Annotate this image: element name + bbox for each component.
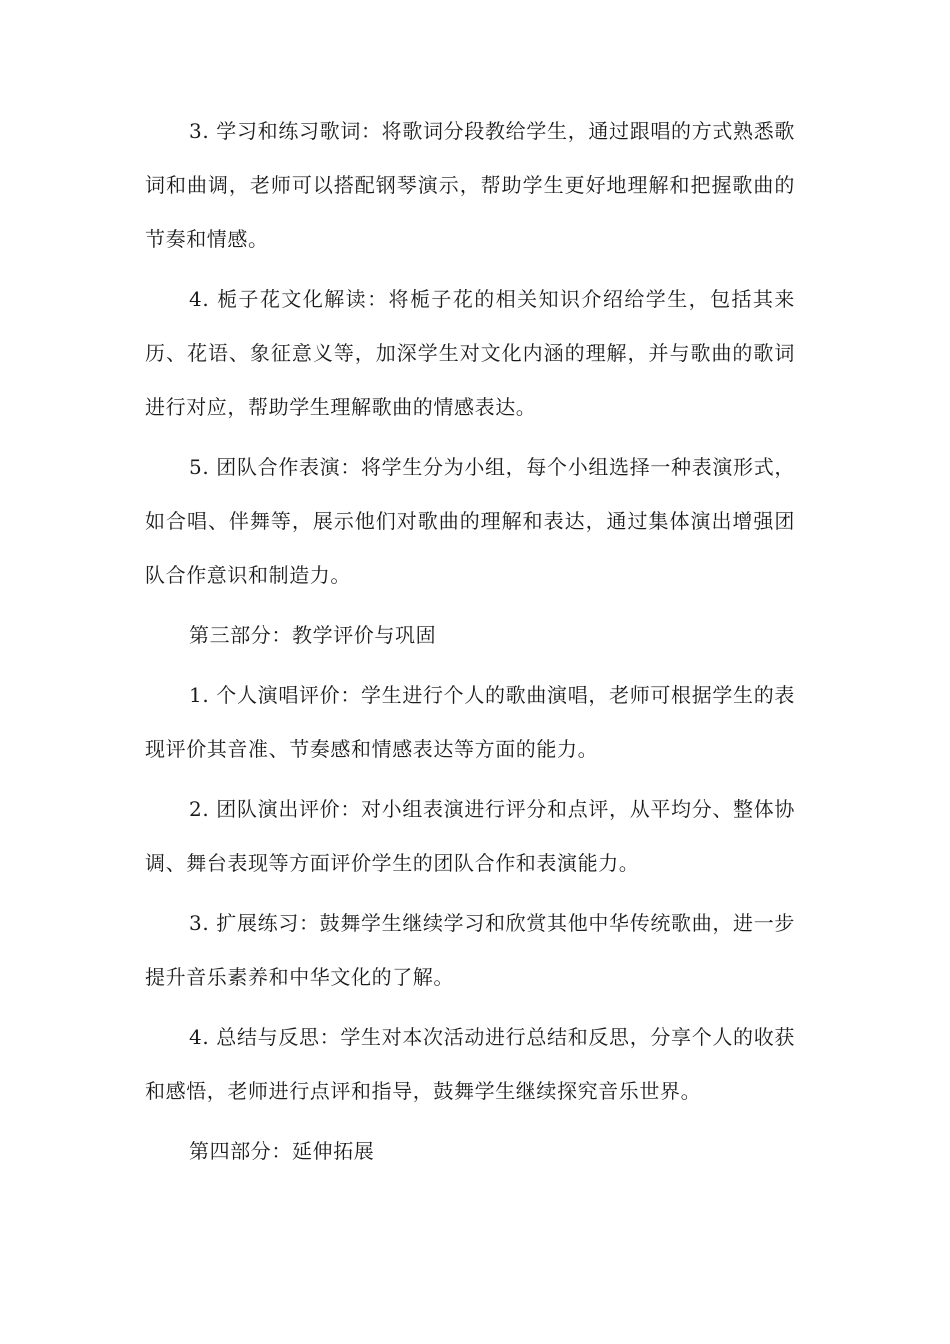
paragraph-summary-reflection: 4. 总结与反思：学生对本次活动进行总结和反思，分享个人的收获和感悟，老师进行点评和指导，鼓舞学生继续探究音乐世界。	[145, 1025, 795, 1103]
paragraph-gardenia-culture: 4. 栀子花文化解读：将栀子花的相关知识介绍给学生，包括其来历、花语、象征意义等，加深学生对文化内涵的理解，并与歌曲的歌词进行对应，帮助学生理解歌曲的情感表达。	[145, 287, 795, 419]
section-heading-part-three: 第三部分：教学评价与巩固	[189, 623, 437, 647]
paragraph-extended-practice: 3. 扩展练习：鼓舞学生继续学习和欣赏其他中华传统歌曲，进一步提升音乐素养和中华文化的了解。	[145, 911, 795, 989]
paragraph-individual-evaluation: 1. 个人演唱评价：学生进行个人的歌曲演唱，老师可根据学生的表现评价其音准、节奏感和情感表达等方面的能力。	[145, 683, 795, 761]
paragraph-team-evaluation: 2. 团队演出评价：对小组表演进行评分和点评，从平均分、整体协调、舞台表现等方面评价学生的团队合作和表演能力。	[145, 797, 795, 875]
section-heading-part-four: 第四部分：延伸拓展	[189, 1139, 375, 1163]
document-body	[145, 104, 795, 1184]
paragraph-learn-lyrics: 3. 学习和练习歌词：将歌词分段教给学生，通过跟唱的方式熟悉歌词和曲调，老师可以搭配钢琴演示，帮助学生更好地理解和把握歌曲的节奏和情感。	[145, 119, 795, 251]
paragraph-team-performance: 5. 团队合作表演：将学生分为小组，每个小组选择一种表演形式，如合唱、伴舞等，展示他们对歌曲的理解和表达，通过集体演出增强团队合作意识和制造力。	[145, 455, 795, 587]
